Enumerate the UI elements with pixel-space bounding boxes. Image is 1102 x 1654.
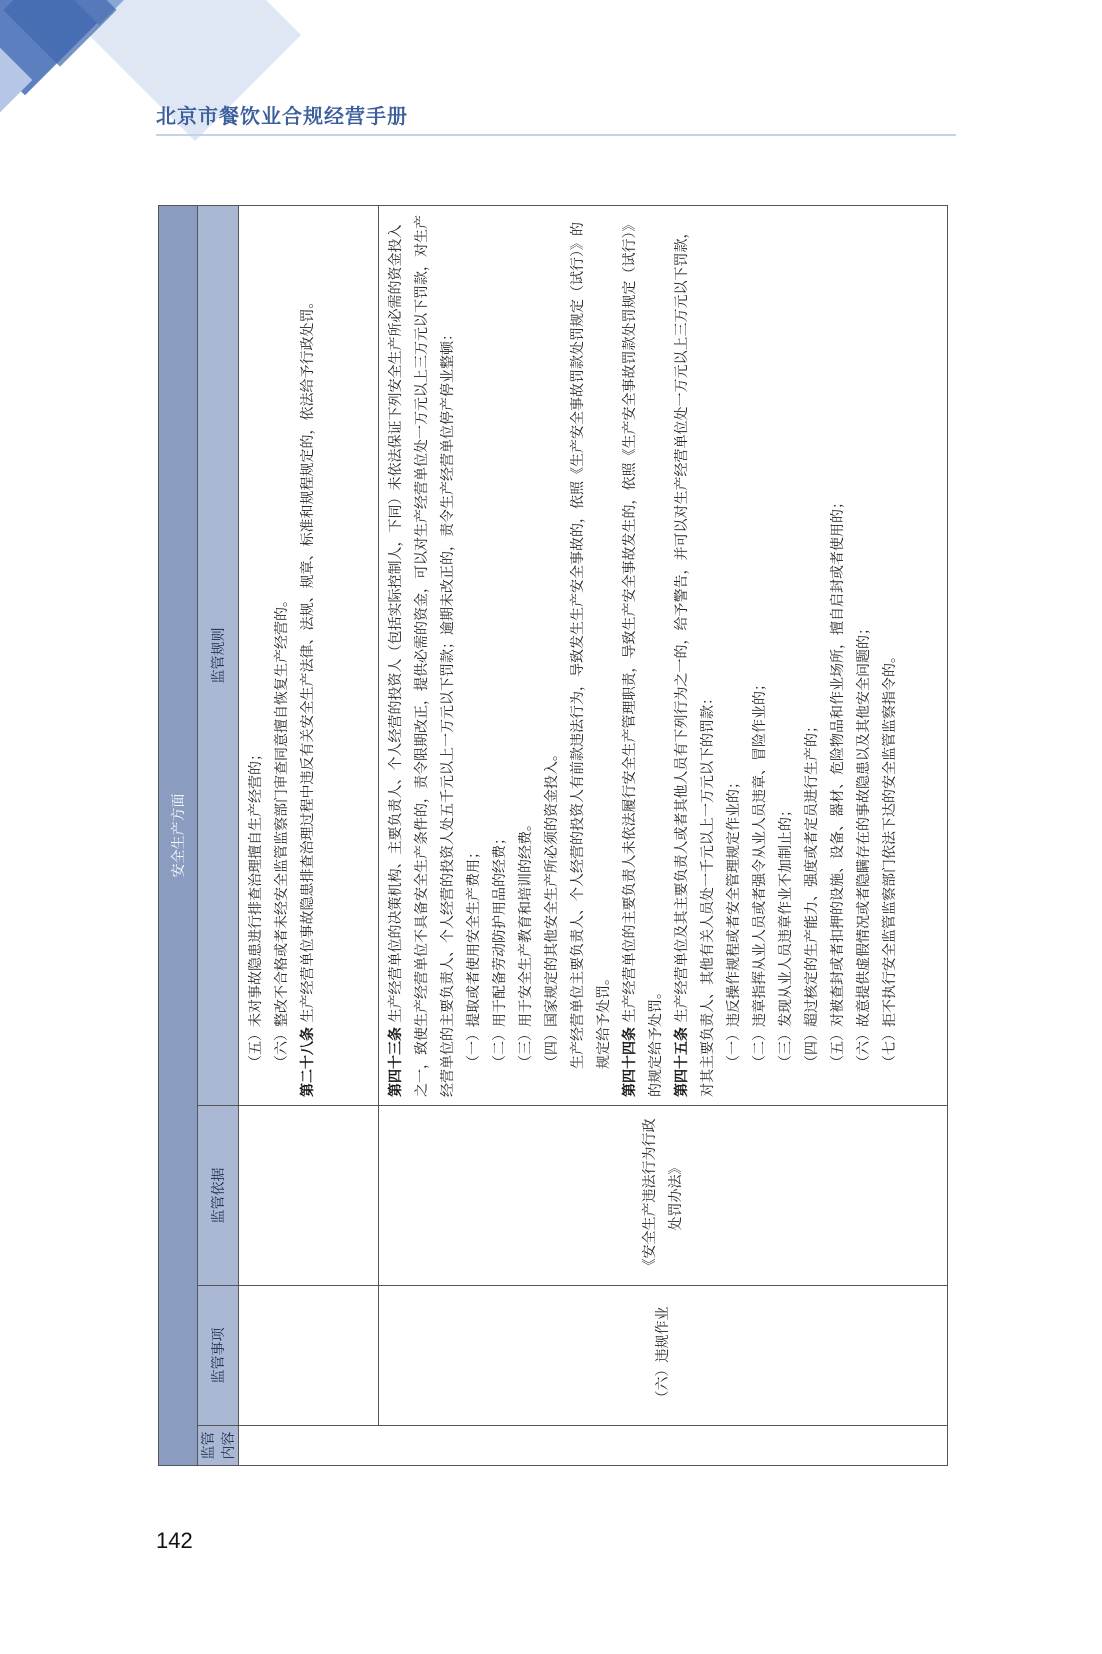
header-title: 北京市餐饮业合规经营手册: [156, 104, 408, 128]
article-28-text: 生产经营单位事故隐患排查治理过程中违反有关安全生产法律、法规、规章、标准和规程规定的，依法给予行政处罚。: [300, 294, 316, 1023]
column-header-content: 监管内容: [198, 1426, 239, 1466]
rule-line: （四）超过核定的生产能力、强度或者定员进行生产的；: [804, 719, 820, 1069]
rule-line: （六）整改不合格或者未经安全监管监察部门审查同意擅自恢复生产经营的。: [274, 593, 290, 1069]
rule-line: （六）故意提供虚假情况或者隐瞒存在的事故隐患以及其他安全问题的；: [856, 621, 872, 1069]
corner-decoration: [0, 0, 360, 170]
item-label: （六）违规作业: [655, 1306, 671, 1405]
item-cell: [379, 1286, 948, 1426]
basis-label: 《安全生产违法行为行政处罚办法》: [642, 1118, 684, 1273]
page-number: 142: [156, 1528, 193, 1553]
article-45-title: 第四十五条: [674, 1027, 690, 1097]
article-43-extra: 生产经营单位主要负责人、个人经营的投资人有前款违法行为，导致发生生产安全事故的，依照《生产安全事故罚款处罚规定（试行）》的规定给予处罚。: [570, 222, 612, 1069]
header-divider: [156, 134, 956, 136]
rule-line: （五）未对事故隐患进行排查治理擅自生产经营的；: [248, 747, 264, 1069]
rule-line: （三）发现从业人员违章作业不加制止的；: [778, 803, 794, 1069]
article-28-title: 第二十八条: [300, 1027, 316, 1097]
article-44-title: 第四十四条: [622, 1027, 638, 1097]
item-cell-continued: [239, 1286, 379, 1426]
column-header-item: 监管事项: [198, 1286, 239, 1426]
content-cell: [239, 1426, 948, 1466]
column-header-basis: 监管依据: [198, 1106, 239, 1286]
rule-line: （一）提取或者使用安全生产费用；: [466, 845, 482, 1069]
rule-line: （三）用于安全生产教育和培训的经费。: [518, 817, 534, 1069]
article-43-text: 生产经营单位的决策机构、主要负责人、个人经营的投资人（包括实际控制人，下同）未依法保证下列安全生产所必需的资金投入之一，致使生产经营单位不具备安全生产条件的，责令限期改正，提供必需的资金，可以对生产经营单位处一万元以上三万元以下罚款，对生产经营单位的主要负责人、个人经营的投资人处五千元以上一万元以下罚款；逾期未改正的，责令生产经营单位停产停业整顿：: [388, 215, 456, 1097]
article-43-title: 第四十三条: [388, 1027, 404, 1097]
article-45-text: 生产经营单位及其主要负责人或者其他人员有下列行为之一的，给予警告，并可以对生产经营单位处一万元以上三万元以下罚款，对其主要负责人、其他有关人员处一千元以上一万元以下的罚款：: [674, 224, 716, 1097]
rule-line: （二）违章指挥从业人员或者强令从业人员违章、冒险作业的；: [752, 677, 768, 1069]
basis-cell: [379, 1106, 948, 1286]
rotated-table-container: [158, 206, 948, 1466]
column-header-rules: 监管规则: [198, 206, 239, 1106]
regulation-table: [158, 205, 948, 1466]
rule-line: （五）对被查封或者扣押的设施、设备、器材、危险物品和作业场所，擅自启封或者使用的；: [830, 495, 846, 1069]
rule-line: （一）违反操作规程或者安全管理规定作业的；: [726, 775, 742, 1069]
rule-line: （二）用于配备劳动防护用品的经费；: [492, 831, 508, 1069]
article-44-text: 生产经营单位的主要负责人未依法履行安全生产管理职责，导致生产安全事故发生的，依照《生产安全事故罚款处罚规定（试行）》的规定给予处罚。: [622, 217, 664, 1097]
table-banner: 安全生产方面: [159, 206, 198, 1466]
rules-cell: [379, 206, 948, 1106]
rule-line: （七）拒不执行安全监管监察部门依法下达的安全监管监察指令的。: [882, 649, 898, 1069]
rules-cell-continued: [239, 206, 379, 1106]
basis-cell-continued: [239, 1106, 379, 1286]
rule-line: （四）国家规定的其他安全生产所必须的资金投入。: [544, 747, 560, 1069]
